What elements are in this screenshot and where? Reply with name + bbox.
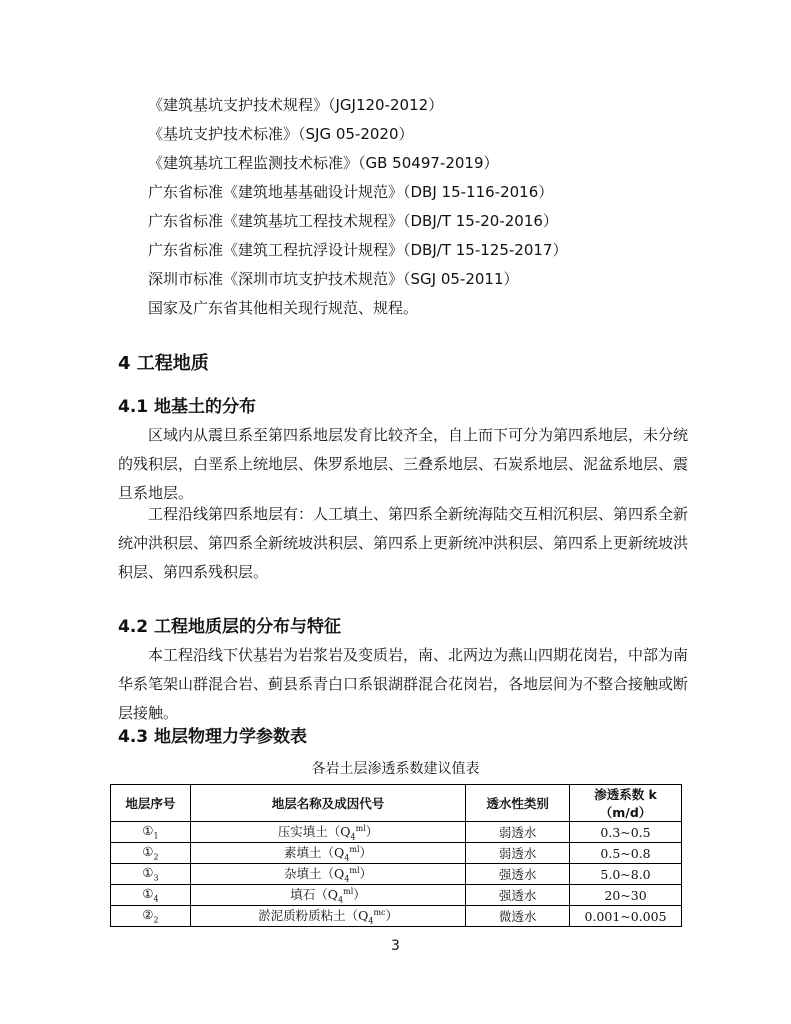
column-header: 地层序号 [111,785,191,822]
column-header: 地层名称及成因代号 [190,785,465,822]
layer-number: $①_3$ [111,864,191,885]
permeability-coefficient: 20~30 [570,885,682,906]
paragraph: 区域内从震旦系至第四系地层发育比较齐全，自上而下可分为第四系地层，未分统的残积层，白垩系上统地层、侏罗系地层、三叠系地层、石炭系地层、泥盆系地层、震旦系地层。 [118,426,689,502]
permeability-type: 微透水 [466,906,570,927]
reference-item: 《基坑支护技术标准》（SJG 05-2020） [148,125,414,143]
layer-number: $①_1$ [111,822,191,843]
permeability-type: 强透水 [466,885,570,906]
table-row [111,864,682,885]
reference-item: 国家及广东省其他相关现行规范、规程。 [148,299,419,317]
reference-item: 《建筑基坑支护技术规程》（JGJ120-2012） [148,96,444,114]
permeability-type: 弱透水 [466,843,570,864]
layer-name: 填石$(Q_4^{ml})$ [190,885,465,906]
table-row [111,906,682,927]
permeability-type: 强透水 [466,864,570,885]
layer-number: $①_4$ [111,885,191,906]
subsection-heading: 4.1 地基土的分布 [118,397,257,417]
table-row [111,822,682,843]
permeability-coefficient: 0.5~0.8 [570,843,682,864]
permeability-coefficient: 0.001~0.005 [570,906,682,927]
table-caption: 各岩土层渗透系数建议值表 [311,761,480,777]
section-heading: 4 工程地质 [118,353,209,374]
reference-item: 广东省标准《建筑工程抗浮设计规程》（DBJ/T 15-125-2017） [148,241,568,259]
layer-name: 素填土$(Q_4^{ml})$ [190,843,465,864]
column-header: 渗透系数 k（m/d） [570,785,682,822]
subsection-heading: 4.2 工程地质层的分布与特征 [118,617,342,637]
table-row [111,843,682,864]
permeability-type: 弱透水 [466,822,570,843]
reference-item: 《建筑基坑工程监测技术标准》（GB 50497-2019） [148,154,499,172]
table-header-row [111,785,682,822]
layer-name: 压实填土$(Q_4^{ml})$ [190,822,465,843]
column-header: 透水性类别 [466,785,570,822]
table-row [111,885,682,906]
permeability-coefficient: 5.0~8.0 [570,864,682,885]
reference-item: 广东省标准《建筑基坑工程技术规程》（DBJ/T 15-20-2016） [148,212,558,230]
permeability-table [110,784,682,927]
layer-name: 杂填土$(Q_4^{ml})$ [190,864,465,885]
page-number: 3 [391,938,400,954]
reference-item: 广东省标准《建筑地基基础设计规范》（DBJ 15-116-2016） [148,183,554,201]
paragraph: 工程沿线第四系地层有：人工填土、第四系全新统海陆交互相沉积层、第四系全新统冲洪积层、第四系全新统坡洪积层、第四系上更新统冲洪积层、第四系上更新统坡洪积层、第四系残积层。 [118,505,689,581]
layer-name: 淤泥质粉质粘土$(Q_4^{mc})$ [190,906,465,927]
layer-number: $①_2$ [111,843,191,864]
subsection-heading: 4.3 地层物理力学参数表 [118,727,308,747]
layer-number: $②_2$ [111,906,191,927]
reference-item: 深圳市标准《深圳市坑支护技术规范》（SGJ 05-2011） [148,270,519,288]
permeability-coefficient: 0.3~0.5 [570,822,682,843]
paragraph: 本工程沿线下伏基岩为岩浆岩及变质岩，南、北两边为燕山四期花岗岩，中部为南华系笔架山群混合岩、蓟县系青白口系银湖群混合花岗岩，各地层间为不整合接触或断层接触。 [118,646,689,722]
